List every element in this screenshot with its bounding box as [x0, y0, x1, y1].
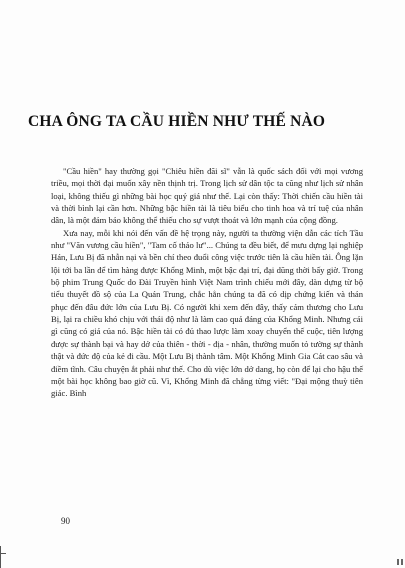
chapter-title: CHA ÔNG TA CẦU HIỀN NHƯ THẾ NÀO — [28, 113, 326, 130]
scan-edge-mark-left — [0, 546, 1, 568]
paragraph-1: "Cầu hiền" hay thường gọi "Chiêu hiền đãi sĩ" vẫn là quốc sách đối với mọi vương triều, mọi thời đại muốn xây nền thịnh trị. Trong lịch sử dân tộc ta cũng như lịch sử nhân loại, không thiếu gì những bài học quý giá như thế. Lại còn thấy: Thời chiến cầu hiền tài và thời bình lại cần hơn. Những bậc hiền tài là tiêu biểu cho tinh hoa và trí tuệ của nhân dân, là một đảm bảo không thể thiếu cho sự vượt thoát và lớn mạnh của cộng đồng. — [51, 166, 363, 226]
scan-edge-tick — [0, 553, 6, 554]
paragraph-2: Xưa nay, mỗi khi nói đến vấn đề hệ trọng này, người ta thường viện dẫn các tích Tầu như "Văn vương cầu hiền", "Tam cố thảo lư"... Chúng ta đều biết, để mưu dựng lại nghiệp Hán, Lưu Bị đã nhẫn nại và bền chí theo đuổi công việc trước tiên là cầu hiền tài. Ông lặn lội tới ba lần để tìm hàng được Khổng Minh, một bậc đại trí, đại dũng thời bấy giờ. Trong bộ phim Trung Quốc do Đài Truyền hình Việt Nam trình chiếu mới đây, dàn dựng từ bộ tiểu thuyết đồ sộ của La Quán Trung, chắc hẳn chúng ta đã có dịp chứng kiến và thán phục đến đâu đức lớn của Lưu Bị. Có người khi xem đến đây, thấy cảm thương cho Lưu Bị, lại ra chiều khó chịu với thái độ như là làm cao quá đáng của Khổng Minh. Nhưng cái gì cũng có giá của nó. Bậc hiền tài có đủ thao lược làm xoay chuyển thế cuộc, tiên lượng được sự thành bại và hay dở của thiên - thời - địa - nhân, thường muốn tỏ tường sự thành thật và đức độ của kẻ đi cầu. Một Lưu Bị thành tâm. Một Khổng Minh Gia Cát cao sâu và điềm tĩnh. Câu chuyện ắt phải như thế. Cho dù việc lớn dở dang, họ còn để lại cho hậu thế một bài học không bao giờ cũ. Vì, Khổng Minh đã chẳng từng viết: "Đại mộng thuỳ tiên giác. Bình — [51, 227, 363, 399]
body-text — [51, 165, 363, 400]
scan-edge-mark-right — [396, 555, 405, 568]
page-number: 90 — [61, 516, 70, 526]
